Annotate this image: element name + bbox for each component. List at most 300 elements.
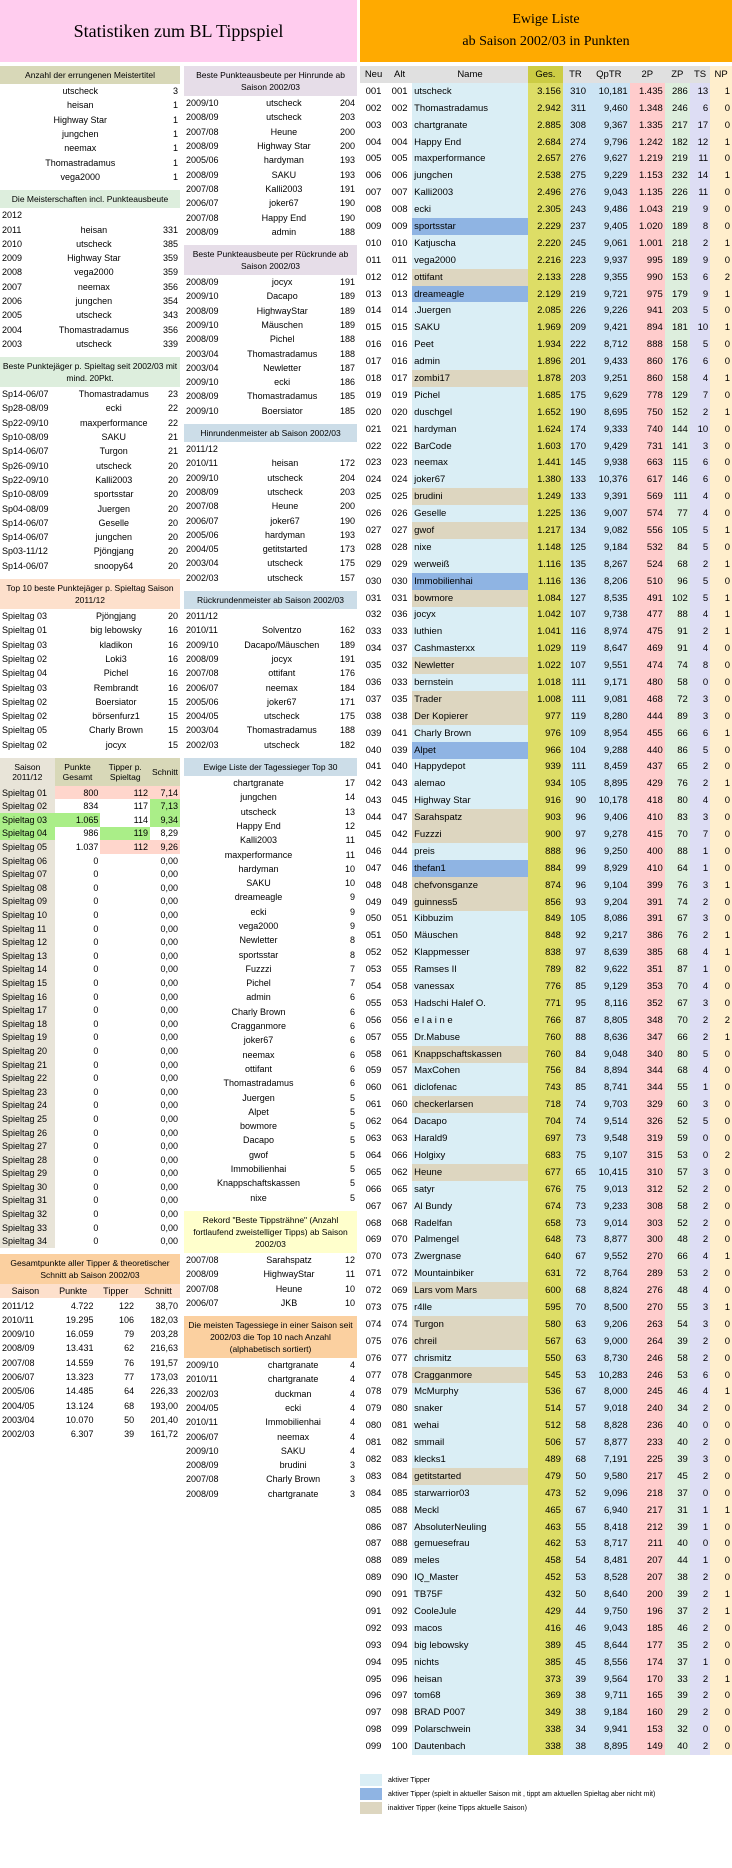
table-cell: 001	[365, 85, 382, 97]
table-cell: 2.885	[528, 117, 563, 134]
table-cell: 005	[391, 153, 408, 165]
table-cell	[100, 935, 150, 949]
table-cell: 1	[690, 961, 710, 978]
table-cell: hardyman	[412, 421, 528, 438]
table-cell: Ramses II	[412, 961, 528, 978]
table-cell: 7	[690, 387, 710, 404]
table-cell: Holgixy	[412, 1147, 528, 1164]
table-cell: 718	[528, 1096, 563, 1113]
table-cell: 6.307	[70, 1429, 94, 1440]
table-cell: 011	[365, 254, 382, 266]
table-row	[184, 304, 357, 318]
table-cell: 2010/11	[186, 458, 218, 469]
left-column	[0, 66, 180, 1447]
table-cell: 2008/09	[186, 486, 219, 497]
table-cell: 0	[710, 100, 732, 117]
table-cell: 9,721	[588, 286, 630, 303]
table-row	[360, 539, 732, 556]
table-cell: 308	[630, 1198, 665, 1215]
table-cell: 63	[563, 1333, 588, 1350]
table-cell: Highway Star	[53, 114, 107, 125]
table-cell: 7,191	[588, 1451, 630, 1468]
table-cell: 5	[690, 1113, 710, 1130]
second-half-champions-section	[184, 591, 357, 752]
table-cell: 92	[563, 927, 588, 944]
table-cell: Happy End	[412, 134, 528, 151]
table-cell: hardyman	[265, 529, 306, 540]
table-cell: 204	[339, 472, 355, 483]
table-row	[184, 485, 357, 499]
table-cell: Newletter	[263, 362, 302, 373]
table-row	[0, 1207, 180, 1221]
table-cell: 4	[690, 1282, 710, 1299]
table-cell: 216,63	[150, 1343, 178, 1354]
table-cell: 10,178	[588, 792, 630, 809]
table-cell: 149	[630, 1738, 665, 1755]
table-cell: 2	[690, 927, 710, 944]
table-cell: 9,048	[588, 1046, 630, 1063]
table-cell: 410	[630, 809, 665, 826]
table-cell: 4	[690, 1248, 710, 1265]
table-cell: 856	[528, 894, 563, 911]
table-row	[360, 877, 732, 894]
table-cell: 019	[391, 389, 408, 401]
table-cell: 2	[690, 404, 710, 421]
table-cell: 058	[391, 981, 408, 993]
table-cell: Spieltag 02	[2, 711, 48, 722]
table-cell: 111	[563, 759, 588, 776]
table-cell: 1	[710, 1383, 732, 1400]
table-cell: 9,229	[588, 167, 630, 184]
table-cell: 574	[630, 505, 665, 522]
table-cell: Trader	[412, 691, 528, 708]
table-row	[0, 963, 180, 977]
table-cell: 64	[124, 1386, 135, 1397]
table-cell: joker67	[270, 515, 300, 526]
table-cell: 0	[710, 1704, 732, 1721]
table-cell: 190	[563, 404, 588, 421]
table-cell: 189	[339, 305, 355, 316]
table-cell: 0	[710, 1130, 732, 1147]
top10-section	[0, 579, 180, 752]
table-cell: 0,00	[160, 1154, 178, 1165]
table-cell: 38	[665, 1569, 690, 1586]
table-cell: 310	[630, 1164, 665, 1181]
table-row	[184, 1090, 357, 1104]
table-cell: 9,107	[588, 1147, 630, 1164]
table-cell: 0	[93, 977, 99, 988]
table-row	[360, 1012, 732, 1029]
table-cell: Kalli2003	[412, 184, 528, 201]
table-row	[0, 459, 180, 473]
table-cell: Spieltag 04	[2, 668, 48, 679]
table-cell: 0	[690, 1147, 710, 1164]
table-cell: dreameagle	[412, 286, 528, 303]
table-cell: 9,26	[150, 840, 180, 854]
table-row	[360, 1350, 732, 1367]
table-cell: 9,217	[588, 927, 630, 944]
table-cell: 418	[630, 792, 665, 809]
table-cell: Cragganmore	[230, 1021, 287, 1032]
table-cell: 100	[391, 1741, 408, 1753]
table-cell: QpTR	[588, 66, 630, 83]
table-cell: 80	[665, 1046, 690, 1063]
table-row	[360, 1282, 732, 1299]
table-cell: 2	[710, 1147, 732, 1164]
table-cell	[100, 1044, 150, 1058]
table-cell: 068	[391, 1217, 408, 1229]
table-cell: 0,00	[160, 1032, 178, 1043]
table-cell: 045	[391, 795, 408, 807]
table-cell: 386	[630, 927, 665, 944]
table-cell: 458	[528, 1552, 563, 1569]
table-row	[0, 1126, 180, 1140]
table-cell: 13	[344, 806, 355, 817]
table-cell: 013	[365, 288, 382, 300]
table-cell: 0	[710, 1519, 732, 1536]
table-cell: 161,72	[150, 1429, 178, 1440]
table-cell: 2007/08	[186, 1283, 219, 1294]
table-cell: 697	[528, 1130, 563, 1147]
table-cell: 5	[349, 1092, 355, 1103]
table-cell: 233	[630, 1434, 665, 1451]
table-cell: 20	[167, 503, 178, 514]
table-cell: hardyman	[263, 155, 304, 166]
table-cell: 37	[665, 1654, 690, 1671]
table-cell: 9,018	[588, 1400, 630, 1417]
table-row	[360, 826, 732, 843]
table-cell: 73	[563, 1215, 588, 1232]
table-cell: 0	[710, 184, 732, 201]
table-row	[184, 542, 357, 556]
table-cell: 0	[690, 1485, 710, 1502]
table-cell: 028	[365, 541, 382, 553]
table-cell: vega2000	[238, 920, 279, 931]
table-cell: 2008/09	[186, 334, 219, 345]
table-cell: AbsoluterNeuling	[412, 1519, 528, 1536]
table-cell: 369	[528, 1688, 563, 1705]
table-cell: 0,00	[160, 869, 178, 880]
table-cell: 2007/08	[186, 183, 219, 194]
table-cell: Spieltag 02	[2, 696, 48, 707]
table-cell: chartgranate	[233, 778, 284, 789]
table-cell: 203	[563, 370, 588, 387]
table-cell: 3	[690, 877, 710, 894]
table-cell: 064	[365, 1149, 382, 1161]
table-cell: 0	[710, 826, 732, 843]
table-cell: chartgranate	[267, 1360, 319, 1371]
table-row	[184, 196, 357, 210]
table-row	[184, 471, 357, 485]
top10-header: Top 10 beste Punktejäger p. Spieltag Saison 2011/12	[0, 579, 180, 609]
table-cell: Kalli2003	[95, 474, 133, 485]
table-row	[360, 1502, 732, 1519]
table-cell: 1	[710, 927, 732, 944]
table-cell: 040	[365, 744, 382, 756]
table-cell: duschgel	[412, 404, 528, 421]
table-row	[184, 652, 357, 666]
table-cell: 50	[563, 1586, 588, 1603]
table-cell: 2007/08	[186, 668, 219, 679]
table-cell: 9,184	[588, 539, 630, 556]
table-cell: 743	[528, 1079, 563, 1096]
table-cell: Spieltag 10	[0, 908, 55, 922]
eternal-list-table	[360, 66, 732, 1755]
table-cell: 2010/11	[186, 1417, 218, 1428]
table-cell: 8,639	[588, 944, 630, 961]
table-cell: 84	[563, 1063, 588, 1080]
table-cell: 676	[528, 1181, 563, 1198]
table-cell: getitstarted	[262, 544, 308, 555]
table-row	[360, 1231, 732, 1248]
table-cell: 236	[630, 1417, 665, 1434]
table-cell: 0	[93, 1127, 99, 1138]
table-cell: 9,043	[588, 1620, 630, 1637]
table-row	[360, 1671, 732, 1688]
table-cell: chefvonsganze	[412, 877, 528, 894]
table-cell: 179	[665, 286, 690, 303]
table-cell: 1	[690, 1552, 710, 1569]
table-cell: 65	[665, 759, 690, 776]
table-row	[0, 1398, 180, 1412]
table-cell: 0	[710, 961, 732, 978]
table-row	[184, 499, 357, 513]
table-cell: 2011	[2, 224, 22, 235]
table-cell: 429	[528, 1603, 563, 1620]
table-cell: BRAD P007	[412, 1704, 528, 1721]
table-cell: 3	[690, 1451, 710, 1468]
table-cell: duckman	[274, 1388, 312, 1399]
table-cell: 10	[344, 863, 355, 874]
table-cell: 116	[563, 623, 588, 640]
table-cell: utscheck	[62, 86, 98, 97]
table-cell: Thomastradamus	[246, 725, 317, 736]
table-cell: 073	[391, 1251, 408, 1263]
table-cell: 105	[563, 911, 588, 928]
table-cell: 191	[339, 653, 355, 664]
table-row	[360, 201, 732, 218]
table-cell: 039	[391, 744, 408, 756]
table-cell: 2	[690, 759, 710, 776]
table-cell: 444	[630, 708, 665, 725]
table-cell: 9,433	[588, 353, 630, 370]
table-cell: 0	[93, 1005, 99, 1016]
table-cell: 9	[690, 201, 710, 218]
table-cell: 2008/09	[186, 141, 219, 152]
table-cell: 0	[710, 387, 732, 404]
table-cell: 85	[563, 1079, 588, 1096]
table-row	[360, 1451, 732, 1468]
table-cell: Spieltag 23	[0, 1085, 55, 1099]
table-row	[0, 1180, 180, 1194]
table-cell: 111	[563, 691, 588, 708]
table-cell: 57	[665, 1164, 690, 1181]
table-cell: Schnitt	[150, 758, 180, 786]
table-cell: 225	[630, 1451, 665, 1468]
table-row	[360, 522, 732, 539]
table-cell: 338	[528, 1738, 563, 1755]
table-row	[184, 1358, 357, 1372]
table-cell: 070	[365, 1251, 382, 1263]
table-cell: 2	[690, 1265, 710, 1282]
table-cell: 2	[690, 1215, 710, 1232]
table-cell: 354	[162, 296, 178, 306]
table-row	[0, 949, 180, 963]
table-cell: luthien	[412, 623, 528, 640]
table-cell: 46	[665, 1620, 690, 1637]
table-cell: 0	[710, 792, 732, 809]
table-cell	[100, 1221, 150, 1235]
table-cell: Charly Brown	[412, 725, 528, 742]
table-cell: 0	[710, 252, 732, 269]
table-row	[184, 110, 357, 124]
table-cell: 2006/07	[186, 515, 219, 526]
table-row	[0, 141, 180, 155]
table-row	[0, 1112, 180, 1126]
table-row	[0, 170, 180, 184]
table-cell: 658	[528, 1215, 563, 1232]
table-row	[184, 96, 357, 110]
table-cell: 275	[563, 167, 588, 184]
table-cell: Spieltag 20	[0, 1044, 55, 1058]
table-cell: Spieltag 34	[0, 1234, 55, 1248]
table-cell: 0	[710, 1046, 732, 1063]
table-cell: 087	[391, 1521, 408, 1533]
table-cell: McMurphy	[412, 1383, 528, 1400]
table-cell: 056	[391, 1014, 408, 1026]
table-row	[360, 978, 732, 995]
table-cell: 190	[339, 515, 355, 526]
table-cell: 218	[630, 1485, 665, 1502]
table-row	[184, 1458, 357, 1472]
table-cell: 67	[563, 1248, 588, 1265]
table-cell: Radelfan	[412, 1215, 528, 1232]
table-cell: 182	[339, 739, 355, 750]
table-cell: 217	[630, 1468, 665, 1485]
table-cell: 52	[665, 1181, 690, 1198]
table-cell: 022	[391, 440, 408, 452]
table-cell: 136	[563, 505, 588, 522]
total-points-table	[0, 1284, 180, 1441]
table-cell: 0	[710, 1063, 732, 1080]
table-cell: 2009/10	[186, 320, 219, 330]
table-cell: jungchen	[240, 792, 277, 803]
table-cell: Zwergnase	[412, 1248, 528, 1265]
table-row	[360, 1738, 732, 1755]
table-cell: bowmore	[412, 590, 528, 607]
table-cell: 15	[167, 696, 178, 707]
table-cell: utscheck	[76, 238, 112, 249]
table-cell: ecki	[274, 377, 291, 388]
legend-active	[360, 1773, 732, 1787]
table-row	[360, 573, 732, 590]
table-cell: 13	[690, 83, 710, 100]
table-cell: 074	[365, 1318, 382, 1330]
table-cell: 9,288	[588, 742, 630, 759]
table-cell: 081	[391, 1420, 408, 1432]
table-cell: 70	[665, 826, 690, 843]
table-cell: Spieltag 15	[0, 976, 55, 990]
table-cell: 193	[339, 529, 355, 540]
table-cell: Alpet	[412, 742, 528, 759]
table-cell: 033	[391, 626, 408, 638]
table-cell: 9,081	[588, 691, 630, 708]
table-cell: 0	[710, 843, 732, 860]
table-cell: Spieltag 21	[0, 1058, 55, 1072]
table-cell: 035	[365, 660, 382, 672]
table-cell: 756	[528, 1063, 563, 1080]
table-cell: 0	[93, 1100, 99, 1111]
table-cell: Sarahspatz	[412, 809, 528, 826]
table-cell: 2.229	[528, 218, 563, 235]
table-cell: 289	[630, 1265, 665, 1282]
table-row	[360, 894, 732, 911]
table-row	[360, 1147, 732, 1164]
table-cell: 2	[690, 1688, 710, 1705]
table-cell: 185	[339, 405, 355, 416]
table-cell: 1	[710, 556, 732, 573]
table-cell: 13.431	[65, 1343, 94, 1354]
table-cell: 903	[528, 809, 563, 826]
table-cell: 68	[665, 944, 690, 961]
table-cell: 1	[710, 1671, 732, 1688]
table-cell	[100, 1099, 150, 1113]
table-row	[360, 1164, 732, 1181]
table-cell: 53	[665, 1367, 690, 1384]
table-cell: 9,34	[150, 813, 180, 827]
table-cell: 0,00	[160, 1181, 178, 1192]
table-cell: Thomastradamus	[45, 157, 116, 168]
table-cell: 77	[665, 505, 690, 522]
table-cell: 452	[528, 1569, 563, 1586]
table-row	[0, 473, 180, 487]
table-cell: Tipper	[95, 1284, 136, 1298]
table-cell: 8,636	[588, 1029, 630, 1046]
table-cell: 175	[563, 387, 588, 404]
table-cell: 087	[365, 1538, 382, 1550]
table-cell: 300	[630, 1231, 665, 1248]
table-cell: 479	[528, 1468, 563, 1485]
day-winners-table	[184, 776, 357, 1205]
table-cell: 184	[339, 682, 355, 693]
table-cell: 2008/09	[186, 112, 219, 123]
table-cell: 477	[630, 607, 665, 624]
table-cell: 17	[344, 778, 355, 789]
table-cell: 190	[339, 212, 355, 223]
table-cell: 2	[690, 1586, 710, 1603]
table-row	[0, 638, 180, 652]
table-cell: Dautenbach	[412, 1738, 528, 1755]
table-cell: 187	[339, 362, 355, 373]
table-cell: 400	[630, 843, 665, 860]
table-cell: 50	[124, 1414, 135, 1425]
table-cell: 1.008	[528, 691, 563, 708]
table-cell: 1.153	[630, 167, 665, 184]
table-cell: 2	[690, 623, 710, 640]
table-cell: 0	[710, 471, 732, 488]
table-cell: 9,406	[588, 809, 630, 826]
table-cell: 356	[162, 324, 178, 335]
table-row	[0, 1384, 180, 1398]
table-row	[0, 1234, 180, 1248]
table-cell: 2002/03	[186, 572, 219, 583]
table-cell: Pjöngjang	[95, 611, 137, 622]
table-row	[0, 430, 180, 444]
table-cell: 556	[630, 522, 665, 539]
table-row	[184, 919, 357, 933]
table-cell: jocyx	[271, 277, 293, 288]
table-cell: .Juergen	[412, 302, 528, 319]
